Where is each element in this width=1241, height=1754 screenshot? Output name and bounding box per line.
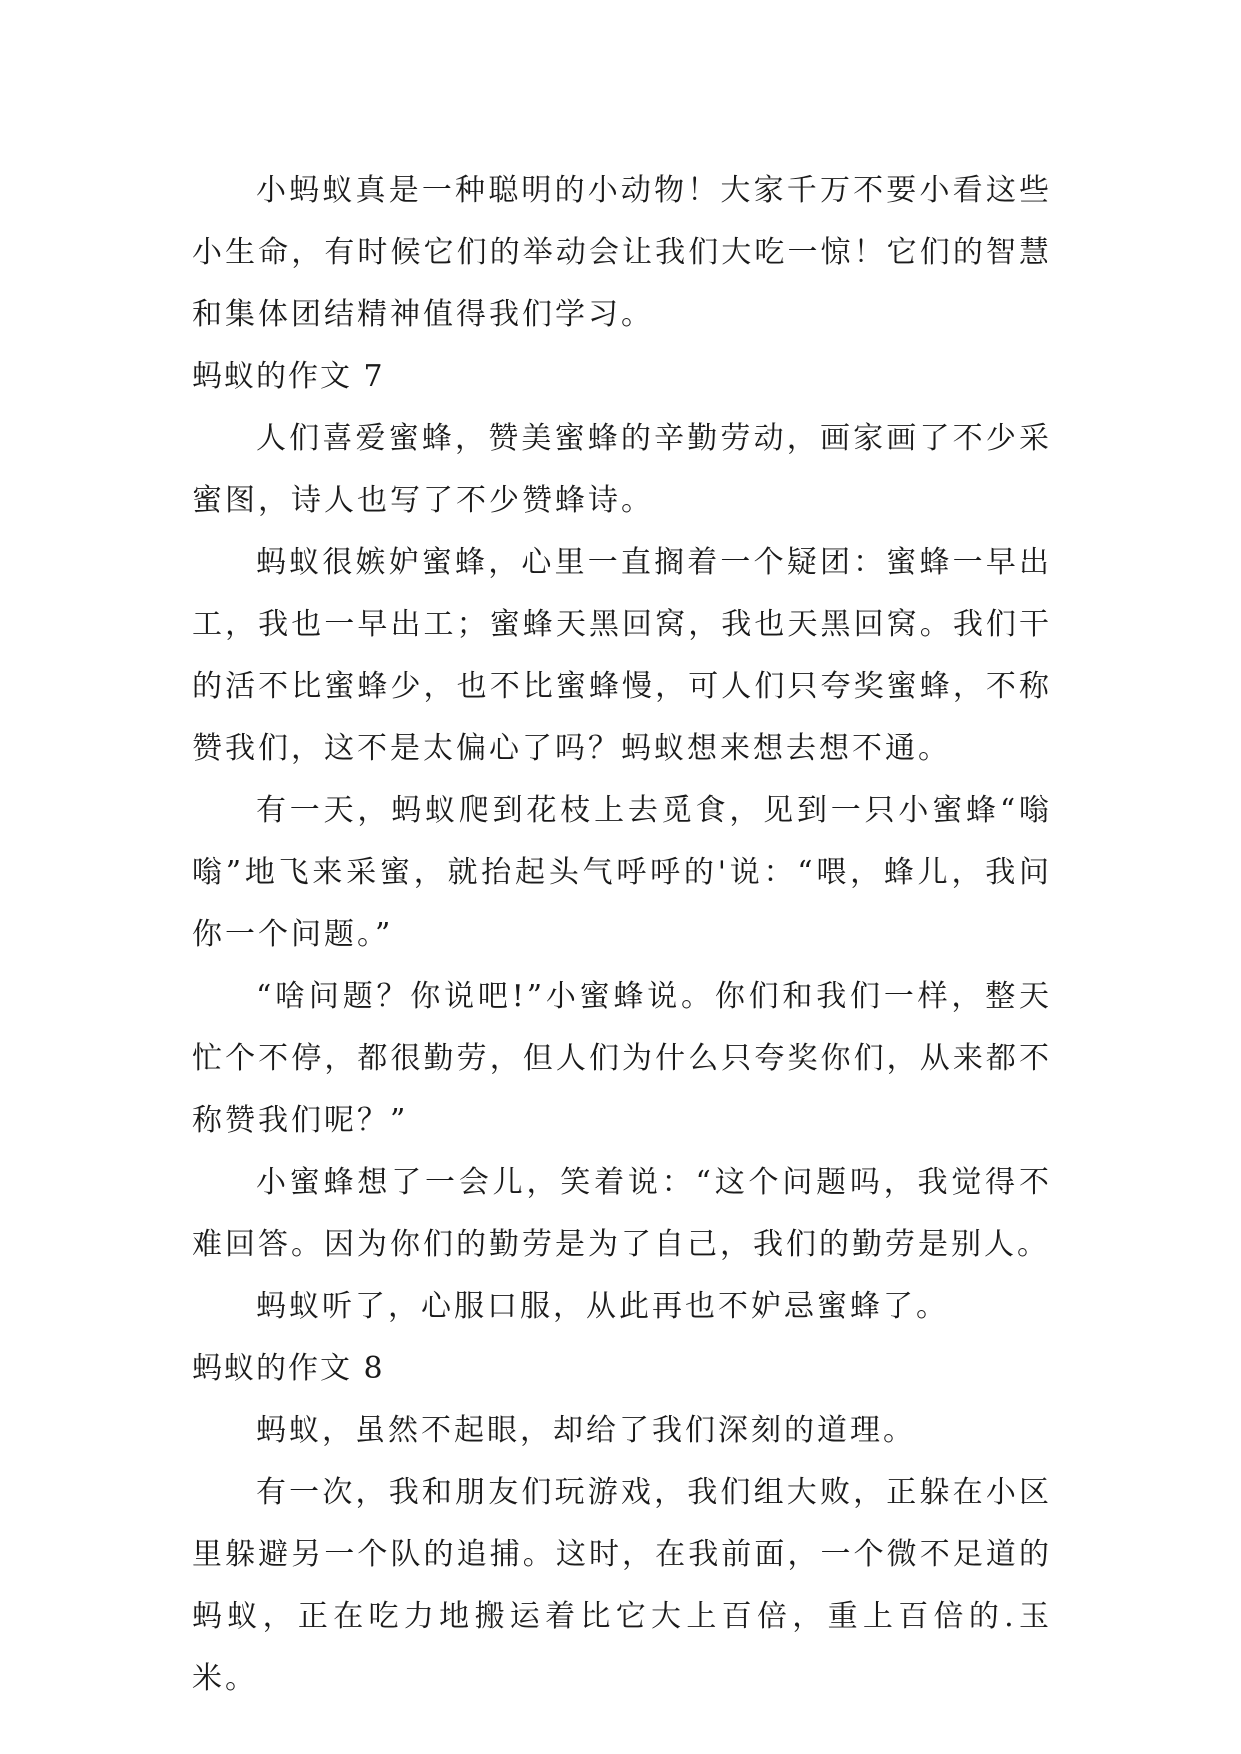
document-body xyxy=(192,160,1052,1710)
paragraph: 蚂蚁很嫉妒蜜蜂，心里一直搁着一个疑团：蜜蜂一早出工，我也一早出工；蜜蜂天黑回窝，我也天黑回窝。我们干的活不比蜜蜂少，也不比蜜蜂慢，可人们只夸奖蜜蜂，不称赞我们，这不是太偏心了吗？蚂蚁想来想去想不通。 xyxy=(192,545,1052,766)
paragraph: 有一次，我和朋友们玩游戏，我们组大败，正躲在小区里躲避另一个队的追捕。这时，在我前面，一个微不足道的蚂蚁，正在吃力地搬运着比它大上百倍，重上百倍的.玉米。 xyxy=(192,1475,1052,1696)
paragraph: 蚂蚁，虽然不起眼，却给了我们深刻的道理。 xyxy=(256,1413,916,1448)
paragraph: 人们喜爱蜜蜂，赞美蜜蜂的辛勤劳动，画家画了不少采蜜图，诗人也写了不少赞蜂诗。 xyxy=(192,421,1052,518)
paragraph: 蚂蚁听了，心服口服，从此再也不妒忌蜜蜂了。 xyxy=(256,1289,949,1324)
paragraph: “啥问题？你说吧!”小蜜蜂说。你们和我们一样，整天忙个不停，都很勤劳，但人们为什么只夸奖你们，从来都不称赞我们呢？” xyxy=(192,979,1052,1138)
paragraph: 有一天，蚂蚁爬到花枝上去觅食，见到一只小蜜蜂“嗡嗡”地飞来采蜜，就抬起头气呼呼的'说：“喂，蜂儿，我问你一个问题。” xyxy=(192,793,1052,952)
section-heading: 蚂蚁的作文 8 xyxy=(192,1351,385,1386)
paragraph: 小蚂蚁真是一种聪明的小动物！大家千万不要小看这些小生命，有时候它们的举动会让我们大吃一惊！它们的智慧和集体团结精神值得我们学习。 xyxy=(192,173,1052,332)
paragraph: 小蜜蜂想了一会儿，笑着说：“这个问题吗，我觉得不难回答。因为你们的勤劳是为了自己，我们的勤劳是别人。 xyxy=(192,1165,1052,1262)
section-heading: 蚂蚁的作文 7 xyxy=(192,359,385,394)
